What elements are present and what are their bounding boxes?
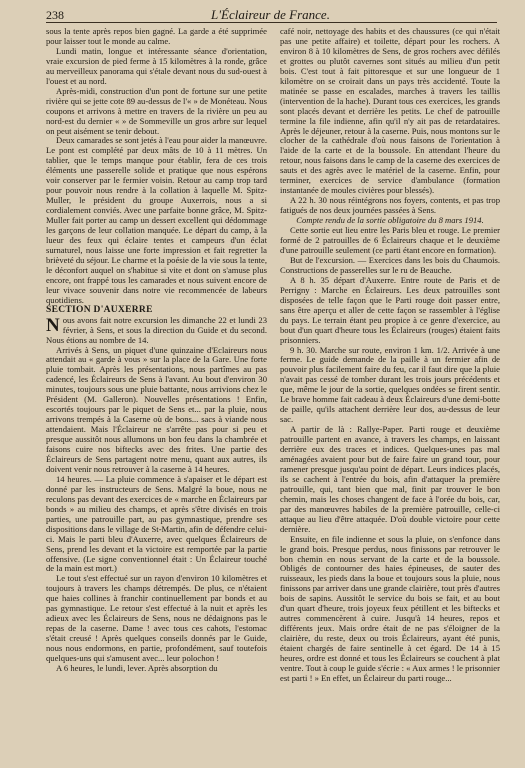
paragraph: Ensuite, en file indienne et sous la pluie, on s'enfonce dans le grand bois. Presque perdus, nous finissons par retrouver le bon chemin en nous servant de la carte et de la boussole. Obligés de contourner des haies épineuses, de sauter des ruisseaux, les pieds dans la boue et toujours sous la pluie, nous finissons par arriver dans une grande clairière, tout près d'autres bois de sapins. Aussitôt le service du bois se fait, et au bout d'un quart d'heure, trois joyeux feux pétillent et les biftecks et autres commencèrent à cuire. Jusqu'à 14 heures, repos et différents jeux. Mais ordre était de ne pas s'éloigner de la clairière, du reste, deux ou trois Éclaireurs, ayant été punis, étaient chargés de faire sentinelle à cet égard. De 14 à 15 heures, ordre est donné et tous les Éclaireurs se couchent à plat ventre. Tout à coup le guide s'écrie : « Aux armes ! le prisonnier est parti ! » En effet, un Éclaireur du parti rouge...: [280, 533, 500, 683]
paragraph: Lundi matin, longue et intéressante séance d'orientation, vraie excursion de pied ferme à 15 kilomètres à la ronde, grâce au merveilleux panorama qui s'étale devant nous du sud-ouest à l'ouest et au nord.: [46, 45, 267, 86]
paragraph-text: ous avons fait notre excursion les dimanche 22 et lundi 23 février, à Sens, et sous la direction du Guide et du second. Nous étions au nombre de 14.: [46, 314, 267, 345]
right-column: [280, 27, 500, 760]
paragraph: Arrivés à Sens, un piquet d'une quinzaine d'Eclaireurs nous attendait au « garde à vous » sur la place de la Gare. Une forte pluie tombait. Après les présentations, nous partîmes au pas cadencé, les Éclaireurs de Sens à l'avant. Au bout d'environ 30 minutes, toujours sous une pluie battante, nous arrivions chez le Président (M. Galleron). Nouvelles présentations ! Enfin, escortés toujours par le piquet de Sens et... par la pluie, nous arrivons trempés à la Caserne où de bons... sacs à viande nous attendaient. Mais l'Éclaireur ne s'arrête pas pour si peu et presque aussitôt nous allumons un bon feu dans la chambrée et faisons cuire nos biftecks avec des frites. Une partie des Éclaireurs de Sens partagent notre menu, quant aux autres, ils doivent venir nous retrouver à la caserne à 14 heures.: [46, 344, 267, 474]
paragraph: Le tout s'est effectué sur un rayon d'environ 10 kilomètres et toujours à travers les champs détrempés. De plus, ce n'étaient que haies collines à franchir continuellement par bonds et au pas gymnastique. Le retour s'est effectué à la nuit et après les adieux avec les Éclaireurs de Sens, nous ne dédaignons pas le repas de la caserne. Dame ! avec tous ces cahots, l'estomac s'était creusé ! Après quelques conseils donnés par le Guide, nous nous endormons, en partie, profondément, sauf toutefois quelques-uns qui s'amusent avec... leur polochon !: [46, 573, 267, 664]
paragraph: But de l'excursion. — Exercices dans les bois du Chaumois. Constructions de passerelles sur le ru de Beauche.: [280, 254, 500, 275]
paragraph: A 22 h. 30 nous réintégrons nos foyers, contents, et pas trop fatigués de nos deux journées passées à Sens.: [280, 195, 500, 216]
paragraph: Deux camarades se sont jetés à l'eau pour aider la manœuvre. Le pont est complété par deux mâts de 10 à 11 mètres. Un tablier, que le temps manque pour établir, fera de ces trois éléments une passerelle solide et pratique que nous espérons voir conserver par le fermier voisin. Retour au camp trop tard pour pouvoir nous rendre à la collation à laquelle M. Spitz-Muller, le président du groupe Auxerrois, nous a si cordialement conviés. Avec une parfaite bonne grâce, M. Spitz-Muller fait porter au camp un dessert excellent qui dédommage les garçons de leur collation manquée. Le départ du camp, à la lueur des feux qui éclaire tentes et campeurs d'un éclat surnaturel, nous laisse une forte impression et fait regretter la brièveté du séjour. Le charme et la poésie de la vie sous la tente, le déconfort auquel on s'habitue si vite et dont on s'amuse plus encore, ont frappé tous les camarades et nous suivent encore de leur vivace souvenir dans notre vie recommencée de labeurs quotidiens.: [46, 135, 267, 305]
left-column: [46, 27, 267, 760]
paragraph: 9 h. 30. Marche sur route, environ 1 km. 1/2. Arrivée à une ferme. Le guide demande de la paille à un fermier afin de pouvoir plus facilement faire du feu, car il faut dire que la pluie n'avait pas cessé de tomber durant les trois jours précédents et que, même le jour de la sortie, quelques ondées se firent sentir. Le brave homme fait cadeau à deux Éclaireurs d'une demi-botte de paille, qu'ils attachent derrière leur dos, au-dessus de leur sac.: [280, 344, 500, 425]
paragraph: 14 heures. — La pluie commence à s'apaiser et le départ est donné par les instructeurs de Sens. Malgré la boue, nous ne reculons pas devant des exercices de « marche en Éclaireurs par bonds » au milieu des champs, et après s'être divisés en trois parties, une patrouille part, au pas gymnastique, prendre ses dispositions dans le village de St-Martin, afin de défendre celui-ci. Mais le parti bleu d'Auxerre, avec quelques Éclaireurs de Sens, prend les devant et la victoire est remportée par la partie offensive. (Le signe conventionnel était : Un Éclaireur touché de la main est mort.): [46, 473, 267, 574]
subheading: Compte rendu de la sortie obligatoire du 8 mars 1914.: [296, 215, 484, 226]
paragraph: Cette sortie eut lieu entre les Paris bleu et rouge. Le premier formé de 2 patrouilles de 6 Éclaireurs chaque et le deuxième d'une patrouille seulement (ce parti étant encore en formation).: [280, 225, 500, 255]
paragraph: [46, 316, 267, 346]
header-rule: [46, 22, 497, 23]
page-number: 238: [46, 8, 64, 22]
drop-cap: N: [46, 314, 60, 336]
paragraph: A 8 h. 35 départ d'Auxerre. Entre route de Paris et de Perrigny : Marche en Éclaireurs. Les deux patrouilles sont disposées de telle façon que le Parti rouge doit passer entre, sans être aperçu et aller de cette façon se rassembler à l'église du pays. Le terrain étant peu propice à ce genre d'exercice, au bout d'un quart d'heure tous les Éclaireurs (rouges) étaient faits prisonniers.: [280, 274, 500, 345]
running-title: L'Éclaireur de France.: [211, 7, 330, 22]
paragraph: sous la tente après repos bien gagné. La garde a été supprimée pour laisser tout le monde au calme.: [46, 27, 267, 46]
paragraph: A partir de là : Rallye-Paper. Parti rouge et deuxième patrouille partent en avance, à travers les champs, en laissant derrière eux des traces et indices. Quelques-unes pas mal aménagées avaient pour but de faire faire un grand tour, pour ramener presque jusqu'au point de départ. Leurs indices placés, ils se cachent à l'entrée du bois, afin d'attaquer la première patrouille, qui, tant bien que mal, finit par trouver le bon chemin, mais les choses changent de face à l'orée du bois, car, par des manœuvres habiles de la première patrouille, celle-ci attaque au lieu d'être attaquée. D'où double victoire pour cette dernière.: [280, 424, 500, 534]
paragraph: Après-midi, construction d'un pont de fortune sur une petite rivière qui se jette cote 89 au-dessus de l'« » de Monéteau. Nous coupons et arrivons à mettre en travers de la rivière un peu au nord-est du dernier « » de Sommeville un gros arbre sur lequel on peut aisément se tenir debout.: [46, 85, 267, 136]
section-heading: SECTION D'AUXERRE: [46, 304, 153, 315]
paragraph: A 6 heures, le lundi, lever. Après absorption du: [56, 663, 218, 673]
paragraph: café noir, nettoyage des habits et des chaussures (ce qui n'était pas une petite affaire) et toilette, départ pour les rochers. A environ 8 à 10 kilomètres de Sens, de gros rochers avec défilés et grottes ou plutôt cavernes sont situés au milieu d'un petit bois. C'est tout à fait pittoresque et sur une longueur de 1 kilomètre on se croirait dans un pays très accidenté. Toute la matinée se passe en escalades, marches à travers les taillis (intervention de la hache). Durant tous ces exercices, les grands sont placés devant et derrière les petits. Le chef de patrouille termine la file indienne, afin qu'il n'y ait pas de retardataires. Après le déjeuner, retour à la caserne. Puis, nous montons sur le clocher de la cathédrale d'où nous faisons de l'orientation à l'aide de la carte et de la boussole. En attendant l'heure du retour, nous faisons dans le camp de la caserne des exercices de sauts et des agrès avec le matériel de la caserne. Enfin, pour terminer, exercices de service d'ambulance (formation instantanée de moules civières pour blessés).: [280, 27, 500, 196]
